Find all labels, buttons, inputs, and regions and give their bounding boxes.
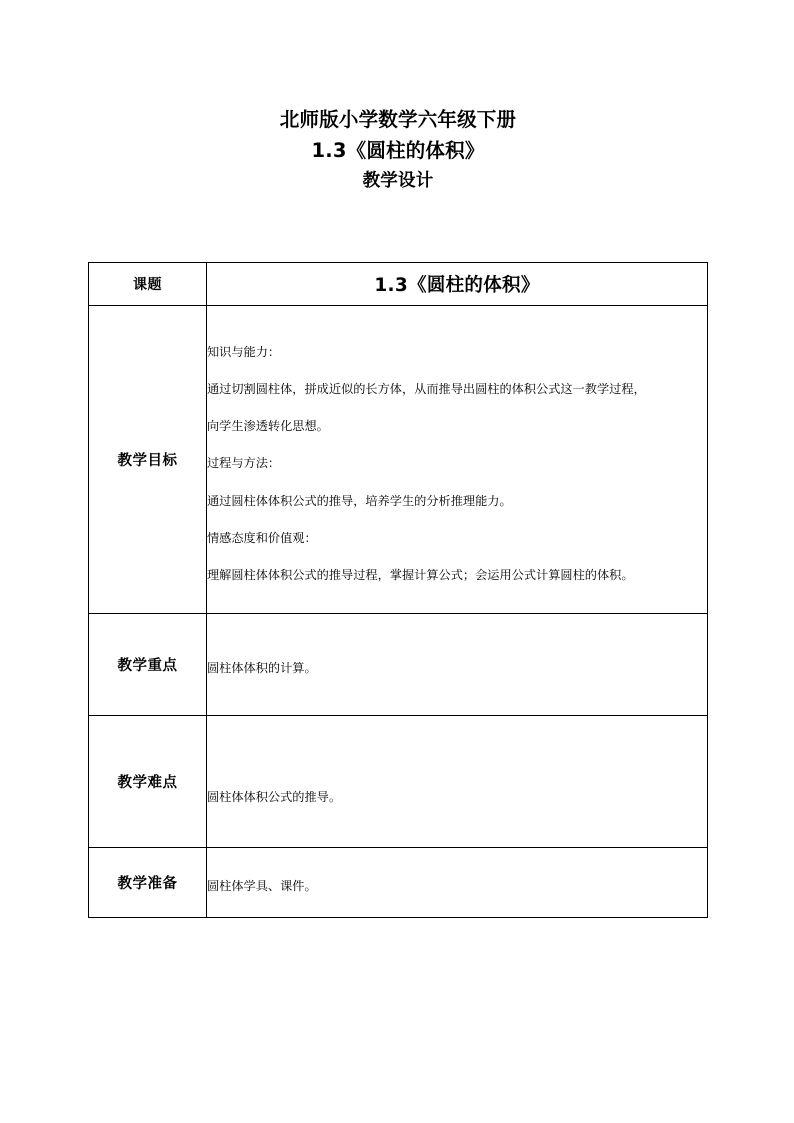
row-value-key-point: [207, 614, 708, 716]
table-row-objectives: [89, 306, 708, 614]
row-value-topic: 1.3《圆柱的体积》: [207, 263, 708, 306]
objective-knowledge-text-a: 通过切割圆柱体，拼成近似的长方体，从而推导出圆柱的体积公式这一教学过程，: [207, 381, 646, 396]
row-label-topic: 课题: [89, 263, 207, 306]
heading-line-doctype: 教学设计: [362, 171, 434, 191]
row-label-objectives: 教学目标: [89, 306, 207, 614]
row-value-objectives: [207, 306, 708, 614]
objective-attitude-heading: 情感态度和价值观：: [207, 530, 317, 545]
row-value-preparation: [207, 848, 708, 918]
row-value-difficulty: [207, 716, 708, 848]
table-row-preparation: [89, 848, 708, 918]
key-point-text: 圆柱体体积的计算。: [207, 661, 317, 676]
document-heading: [88, 104, 708, 197]
objective-process-text: 通过圆柱体体积公式的推导，培养学生的分析推理能力。: [207, 493, 512, 508]
objective-knowledge-heading: 知识与能力：: [207, 344, 281, 359]
row-label-key-point: 教学重点: [89, 614, 207, 716]
table-row-key-point: [89, 614, 708, 716]
objective-knowledge-text-b: 向学生渗透转化思想。: [207, 419, 329, 434]
row-label-difficulty: 教学难点: [89, 716, 207, 848]
objective-attitude-text: 理解圆柱体体积公式的推导过程，掌握计算公式；会运用公式计算圆柱的体积。: [207, 568, 634, 583]
heading-line-lesson: 1.3《圆柱的体积》: [311, 139, 485, 162]
preparation-text: 圆柱体学具、课件。: [207, 879, 317, 894]
difficulty-text: 圆柱体体积公式的推导。: [207, 789, 342, 804]
lesson-plan-table: [88, 262, 708, 918]
table-row-topic: [89, 263, 708, 306]
row-label-preparation: 教学准备: [89, 848, 207, 918]
heading-line-textbook: 北师版小学数学六年级下册: [279, 108, 517, 131]
table-row-difficulty: [89, 716, 708, 848]
objective-process-heading: 过程与方法：: [207, 456, 281, 471]
